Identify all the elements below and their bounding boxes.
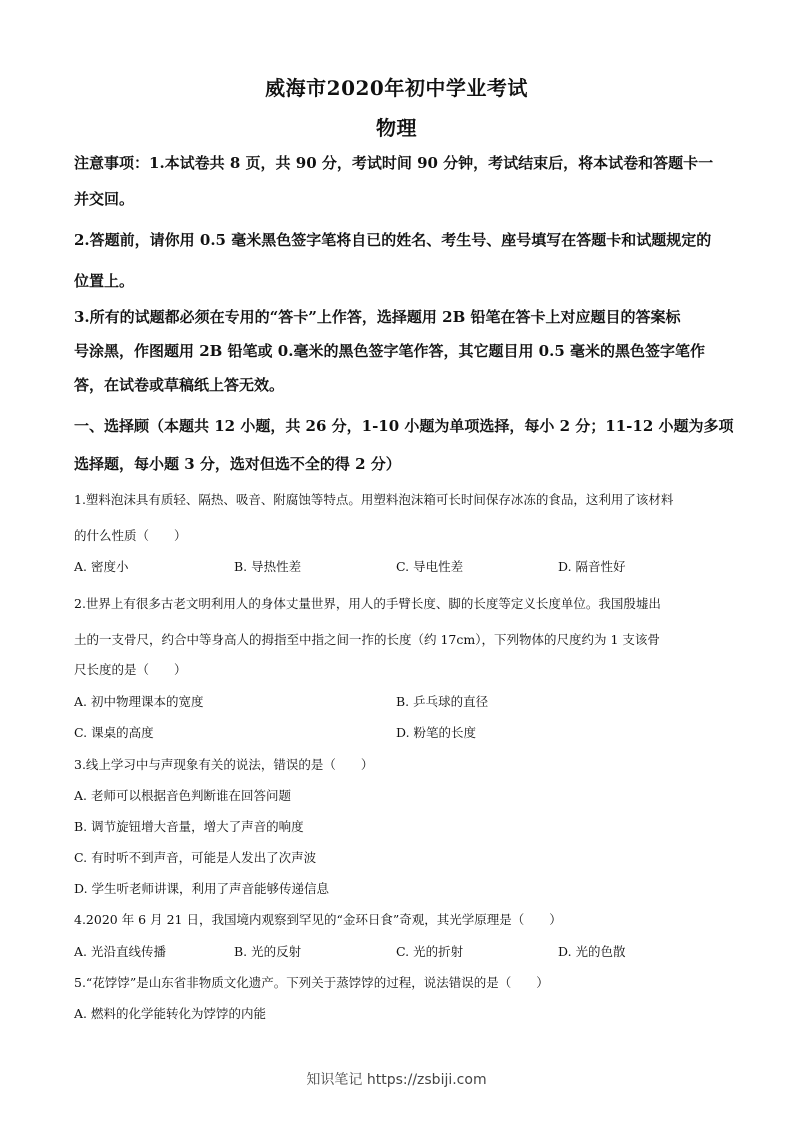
question-2-option-c: C. 课桌的高度 bbox=[74, 725, 154, 740]
question-2-stem-line-1: 2.世界上有很多古老文明利用人的身体丈量世界，用人的手臂长度、脚的长度等定义长度单位。我国殷墟出 bbox=[74, 596, 661, 611]
question-2-option-d: D. 粉笔的长度 bbox=[396, 725, 477, 740]
note-1-line-1: 注意事项：1.本试卷共 8 页，共 90 分，考试时间 90 分钟，考试结束后，将本试卷和答题卡一 bbox=[74, 154, 714, 172]
note-2-line-2: 位置上。 bbox=[74, 272, 135, 290]
note-2-line-1: 2.答题前，请你用 0.5 毫米黑色签字笔将自已的姓名、考生号、座号填写在答题卡和试题规定的 bbox=[74, 231, 712, 249]
question-3-option-a: A. 老师可以根据音色判断谁在回答问题 bbox=[74, 788, 291, 803]
question-4-option-b: B. 光的反射 bbox=[234, 944, 302, 959]
subject-title: 物理 bbox=[376, 116, 417, 140]
question-1-option-d: D. 隔音性好 bbox=[558, 559, 626, 574]
question-3-option-c: C. 有时听不到声音，可能是人发出了次声波 bbox=[74, 850, 317, 865]
question-2-stem-line-2: 土的一支骨尺，约合中等身高人的拇指至中指之间一拃的长度（约 17cm），下列物体的尺度约为 1 支该骨 bbox=[74, 632, 660, 647]
note-3-line-2: 号涂黑，作图题用 2B 铅笔或 0.毫米的黑色签字笔作答，其它题目用 0.5 毫米的黑色签字笔作 bbox=[74, 342, 705, 360]
exam-title: 威海市2020年初中学业考试 bbox=[265, 76, 528, 100]
question-1-option-b: B. 导热性差 bbox=[234, 559, 302, 574]
question-3-option-d: D. 学生听老师讲课，利用了声音能够传递信息 bbox=[74, 881, 330, 896]
question-2-option-b: B. 乒乓球的直径 bbox=[396, 694, 489, 709]
question-1-option-c: C. 导电性差 bbox=[396, 559, 464, 574]
question-4-option-a: A. 光沿直线传播 bbox=[74, 944, 166, 959]
question-2-option-a: A. 初中物理课本的宽度 bbox=[74, 694, 204, 709]
question-1-stem-line-2: 的什么性质（ ） bbox=[74, 528, 187, 543]
section-1-heading-line-2: 选择题，每小题 3 分，选对但选不全的得 2 分） bbox=[74, 455, 401, 473]
question-5-option-a: A. 燃料的化学能转化为饽饽的内能 bbox=[74, 1006, 266, 1021]
section-1-heading-line-1: 一、选择顾（本题共 12 小题，共 26 分，1-10 小题为单项选择，每小 2 分；11-12 小题为多项 bbox=[74, 417, 734, 435]
note-3-line-1: 3.所有的试题都必须在专用的“答卡”上作答，选择题用 2B 铅笔在答卡上对应题目的答案标 bbox=[74, 308, 681, 326]
question-1-option-a: A. 密度小 bbox=[74, 559, 129, 574]
watermark-footer: 知识笔记 https://zsbiji.com bbox=[306, 1072, 487, 1088]
note-3-line-3: 答，在试卷或草稿纸上答无效。 bbox=[74, 376, 285, 394]
question-5-stem: 5.“花饽饽”是山东省非物质文化遗产。下列关于蒸饽饽的过程，说法错误的是（ ） bbox=[74, 975, 549, 990]
question-3-option-b: B. 调节旋钮增大音量，增大了声音的响度 bbox=[74, 819, 304, 834]
question-4-option-c: C. 光的折射 bbox=[396, 944, 464, 959]
question-3-stem: 3.线上学习中与声现象有关的说法，错误的是（ ） bbox=[74, 757, 374, 772]
question-1-stem-line-1: 1.塑料泡沫具有质轻、隔热、吸音、附腐蚀等特点。用塑料泡沫箱可长时间保存冰冻的食品，这利用了该材料 bbox=[74, 492, 674, 507]
question-2-stem-line-3: 尺长度的是（ ） bbox=[74, 662, 187, 677]
note-1-line-2: 并交回。 bbox=[74, 190, 135, 208]
question-4-stem: 4.2020 年 6 月 21 日，我国境内观察到罕见的“金环日食”奇观，其光学原理是（ ） bbox=[74, 912, 562, 927]
question-4-option-d: D. 光的色散 bbox=[558, 944, 626, 959]
